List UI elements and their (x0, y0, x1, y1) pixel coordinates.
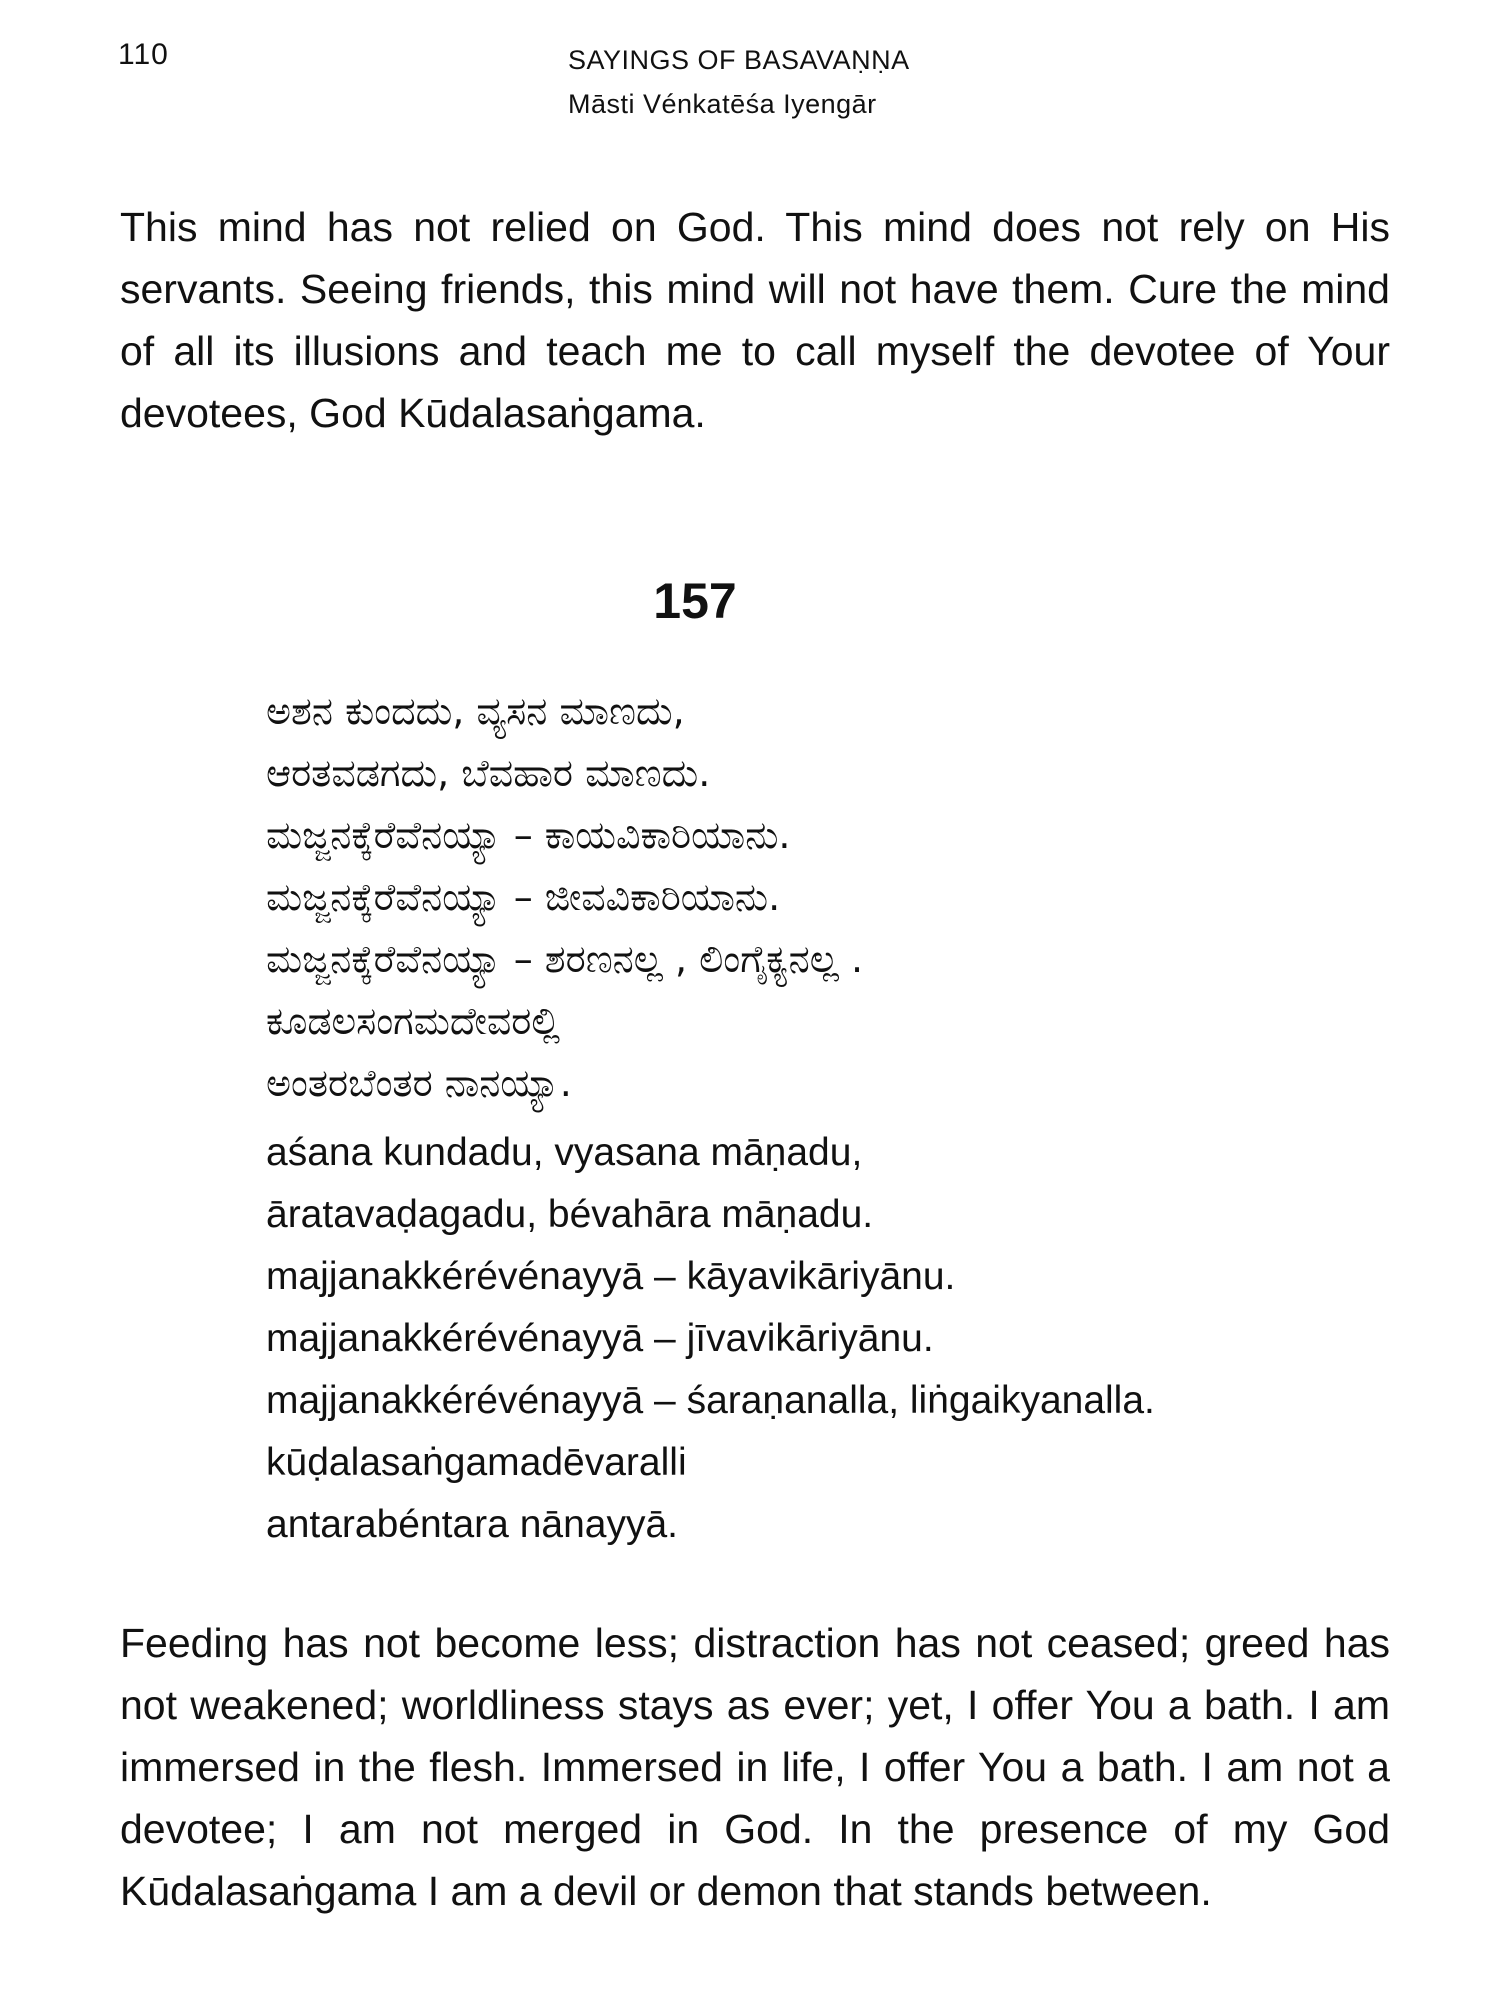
transliteration-line: āratavaḍagadu, bévahāra māṇadu. (266, 1193, 874, 1236)
kannada-line: ಮಜ್ಜನಕ್ಕೆರೆವೆನಯ್ಯಾ – ಶರಣನಲ್ಲ , ಲಿಂಗೈಕ್ಯನಲ್ಲ . (266, 937, 864, 981)
kannada-line: ಅಶನ ಕುಂದದು, ವ್ಯಸನ ಮಾಣದು, (266, 689, 685, 733)
kannada-line: ಅಂತರಬೆಂತರ ನಾನಯ್ಯಾ. (266, 1061, 572, 1105)
transliteration-line: kūḍalasaṅgamadēvaralli (266, 1441, 687, 1484)
kannada-line: ಆರತವಡಗದು, ಬೆವಹಾರ ಮಾಣದು. (266, 751, 711, 795)
transliteration-line: majjanakkérévénayyā – śaraṇanalla, liṅgaikyanalla. (266, 1379, 1155, 1422)
transliteration-line: antarabéntara nānayyā. (266, 1503, 678, 1546)
prose-paragraph-2: Feeding has not become less; distraction has not ceased; greed has not weakened; worldliness stays as ever; yet, I offer You a bath. I am immersed in the flesh. Immersed in life, I offer You a bath. I am not a devotee; I am not merged in God. In the presence of my God Kūdalasaṅgama I am a devil or demon that stands between. (120, 1620, 1390, 1914)
author-name: Māsti Vénkatēśa Iyengār (568, 89, 877, 119)
transliteration-verse (266, 1122, 1155, 1556)
book-title: SAYINGS OF BASAVAṆṆA (568, 45, 910, 75)
transliteration-line: majjanakkérévénayyā – kāyavikāriyānu. (266, 1255, 956, 1298)
prose-paragraph-1: This mind has not relied on God. This mind does not rely on His servants. Seeing friends, this mind will not have them. Cure the mind of all its illusions and teach me to call myself the devotee of Your devotees, God Kūdalasaṅgama. (120, 204, 1390, 436)
transliteration-line: majjanakkérévénayyā – jīvavikāriyānu. (266, 1317, 934, 1360)
transliteration-line: aśana kundadu, vyasana māṇadu, (266, 1131, 863, 1174)
verse-number: 157 (653, 573, 737, 629)
kannada-verse (266, 680, 863, 1114)
running-head (568, 38, 910, 126)
kannada-line: ಮಜ್ಜನಕ್ಕೆರೆವೆನಯ್ಯಾ – ಜೀವವಿಕಾರಿಯಾನು. (266, 875, 781, 919)
kannada-line: ಕೂಡಲಸಂಗಮದೇವರಲ್ಲಿ (266, 999, 561, 1043)
page-number: 110 (118, 38, 169, 71)
kannada-line: ಮಜ್ಜನಕ್ಕೆರೆವೆನಯ್ಯಾ – ಕಾಯವಿಕಾರಿಯಾನು. (266, 813, 791, 857)
